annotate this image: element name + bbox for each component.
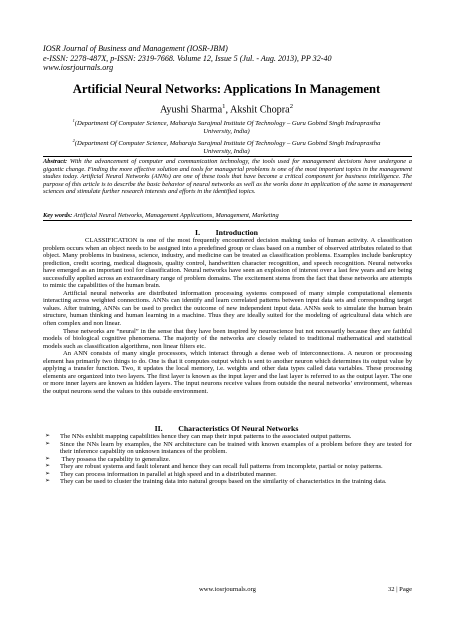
list-item-text: Since the NNs learn by examples, the NN architecture can be trained with known examples of a problem before they are tested for their inference capability on unknown instances of the problem. [60,440,412,456]
journal-header [43,44,332,73]
list-item-text: They possess the capability to generalize. [60,455,171,463]
keywords [43,212,412,220]
abstract [43,158,412,196]
journal-issn: e-ISSN: 2278-487X, p-ISSN: 2319-7668. Volume 12, Issue 5 (Jul. - Aug. 2013), PP 32-40 [43,53,332,63]
arrow-bullet-icon: ➢ [45,478,51,485]
affiliation-sup: 2 [72,138,75,143]
author-line [0,103,453,115]
list-item [43,441,412,456]
list-item-text: The NNs exhibit mapping capabilities hence they can map their input patterns to the associated output patterns. [60,433,352,440]
paragraph: CLASSIFICATION is one of the most frequently encountered decision making tasks of human activity. A classification problem occurs when an object needs to be assigned into a predefined group or class based on a number of observed attributes related to that object. Many problems in business, science, industry, and medicine can be treated as classification problems. Examples include bankruptcy prediction, credit scoring, medical diagnosis, quality control, handwritten character recognition, and speech recognition. Neural networks have emerged as an important tool for classification. Neural networks have seen an explosion of interest over a last few years and are being successfully applied across an extraordinary range of problem domains. The excitement stems from the fact that these networks are attempts to mimic the capabilities of the human brain. [43,237,412,290]
paragraph: Artificial neural networks are distributed information processing systems composed of many simple computational elements interacting across weighted connections. ANNs can identify and learn correlated patterns between input data sets and corresponding target values. After training, ANNs can be used to predict the outcome of new independent input data. ANNs seek to simulate the human brain structure, human thinking and human learning in a machine. Thus they are ideally suited for the modeling of agricultural data which are often complex and non linear. [43,289,412,328]
affiliation [60,137,393,157]
list-item [43,456,412,464]
paper-title: Artificial Neural Networks: Applications In Management [72,82,381,96]
author-sup: 1 [222,103,226,110]
list-item [43,471,412,479]
section-body [43,237,412,395]
affiliation [60,117,393,137]
list-item [43,463,412,471]
author-name: Akshit Chopra [229,104,290,116]
paragraph: These networks are “neural” in the sense that they have been inspired by neuroscience but not necessarily because they are faithful models of biological cognitive phenomena. The majority of the networks are closely related to traditional mathematical and statistical models such as classification algorithms, non linear filters etc. [43,327,412,350]
affiliation-text: (Department Of Computer Science, Maharaja Surajmal Institute Of Technology – Guru Gobind Singh Indraprastha University, India) [74,140,381,156]
section-heading: I. Introduction [195,228,258,237]
abstract-top-rule [43,156,412,157]
arrow-bullet-icon: ➢ [45,463,51,470]
affiliation-text: (Department Of Computer Science, Maharaja Surajmal Institute Of Technology – Guru Gobind Singh Indraprastha University, India) [74,120,381,136]
abstract-text: With the advancement of computer and communication technology, the tools used for management decisions have undergone a gigantic change. Finding the more effective solution and tools for managerial problems is one of the most important topics in the management studies today. Artificial Neural Networks (ANNs) are one of these tools that have become a critical component for business intelligence. The purpose of this article is to describe the basic behavior of neural networks as well as the works done in application of the same in management sciences and stimulate further research interests and efforts in the identified topics. [43,158,412,196]
arrow-bullet-icon: ➢ [45,440,51,447]
page-number: 32 | Page [387,586,412,593]
list-item-text: They are robust systems and fault tolerant and hence they can recall full patterns from incomplete, partial or noisy patterns. [60,463,383,471]
keywords-label: Key words: [43,212,73,219]
author-name: Ayushi Sharma [159,104,223,116]
arrow-bullet-icon: ➢ [45,433,51,439]
author-sup: 2 [289,103,294,110]
paragraph: An ANN consists of many single processors, which interact through a dense web of interconnections. A neuron or processing element has primarily two things to do. One is that it computes output which is sent to another neuron which determines its output value by applying a transfer function. Two, it updates the local memory, i.e. weights and other data types called data variables. These processing elements are organized into two layers. The first layer is known as the input layer and the last layer is referred to as the output layer. The one or more inner layers are known as hidden layers. The input neurons receive values from outside the neural networks’ environment, whereas the output neurons send the values to this outside environment. [43,350,412,395]
list-item-text: They can process information in parallel at high speed and in a distributed manner. [60,470,277,478]
arrow-bullet-icon: ➢ [45,455,51,462]
affiliation-sup: 1 [72,118,75,123]
abstract-label: Abstract: [43,158,68,165]
list-item [43,433,412,441]
footer-url[interactable]: www.iosrjournals.org [199,586,256,593]
author-separator: , [225,104,230,116]
section-heading: II. Characteristics Of Neural Networks [154,424,299,433]
abstract-bottom-rule [43,220,412,221]
journal-site: www.iosrjournals.org [43,63,114,73]
list-item [43,478,412,486]
journal-name: IOSR Journal of Business and Management (IOSR-JBM) [43,44,228,53]
arrow-bullet-icon: ➢ [45,470,51,477]
keywords-text: Artificial Neural Networks, Management Applications, Management, Marketing [73,212,279,219]
bullet-list [43,433,412,486]
list-item-text: They can be used to cluster the training data into natural groups based on the similarity of characteristics in the training data. [60,478,387,486]
